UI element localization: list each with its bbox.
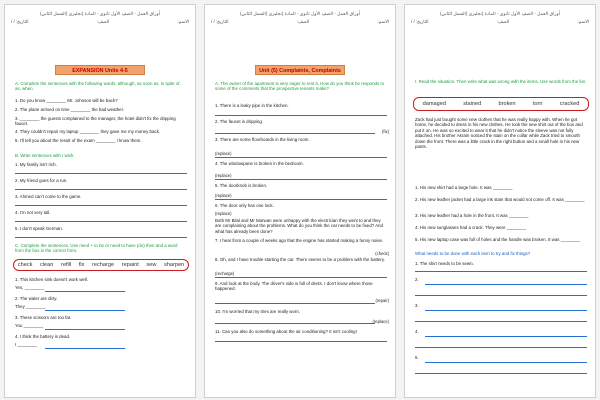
answer-line[interactable]: [45, 348, 125, 349]
item: 3.: [415, 303, 419, 308]
page-header: أوراق العمل - الصف الأول ثانوي - المادة إنجليزي (الفصل الثاني): [439, 11, 561, 16]
answer-line[interactable]: [215, 199, 387, 200]
header-fields: الاسم: الصف: التاريخ: / /: [211, 19, 389, 24]
item: 1. The shirt needs to be sewn.: [415, 261, 474, 266]
c-item: 2. The water are dirty.: [15, 296, 58, 301]
b-item: 2. My friend goes for a run.: [15, 178, 68, 183]
c-item: You ________: [15, 323, 44, 328]
margin-word: (replace): [215, 151, 232, 156]
page-header: أوراق العمل - الصف الأول ثانوي - المادة إنجليزي (الفصل الثاني): [239, 11, 361, 16]
answer-line[interactable]: [215, 303, 375, 304]
section-a-instruction: A. The owner of the apartment is very eager to rent it. How do you think he responds to some of the comments that the prospective tenants make?: [215, 81, 385, 92]
a-item: 1. Do you know ________ Mr. Johnson will be back?: [15, 98, 118, 103]
c-item: They ________: [15, 304, 46, 309]
margin-word: (recharge): [215, 271, 235, 276]
answer-line[interactable]: [215, 277, 387, 278]
answer-line[interactable]: [215, 157, 387, 158]
worksheet-page-3: [404, 4, 596, 398]
word-box: damaged stained broken torn cracked: [413, 97, 589, 111]
page-header: أوراق العمل - الصف الأول ثانوي - المادة إنجليزي (الفصل الثاني): [39, 11, 161, 16]
paragraph: Zack had just bought some new clothes that he was really happy with. When he got home, he decided to dress in his new clothes. He took the new shirt out of the box and put it on. He was so excited to wear it that he didn't notice the sleeve was not fully attached. His brother Akram noticed the stain on the collar while Zack tried to smooth down the front. There was a little crack in the right button and a small hole in his new pants.: [415, 117, 583, 150]
answer-line[interactable]: [215, 133, 375, 134]
item: 9. And look at the body. The driver's side is full of dents. I don't know where those happened.: [215, 281, 373, 292]
b-item: 5. I don't speak German.: [15, 226, 63, 231]
answer-line[interactable]: [425, 310, 587, 311]
a-item: 4. They couldn't repair my laptop ________ they gave me my money back.: [15, 129, 160, 134]
section-instruction: What needs to be done with each item to try and fix things?: [415, 251, 531, 256]
a-item: 2. The plane arrived on time ________ the bad weather.: [15, 107, 125, 112]
margin-word: (replace): [215, 173, 232, 178]
section-b-instruction: B. Write sentences with I wish.: [15, 153, 75, 158]
margin-word: (replace): [215, 211, 232, 216]
item: 5.: [415, 355, 419, 360]
answer-line[interactable]: [415, 347, 587, 348]
header-fields: الاسم: الصف: التاريخ: / /: [411, 19, 589, 24]
answer-line[interactable]: [15, 221, 187, 222]
paragraph: Both Mr Bilal and Mr Marwan were unhappy with the electrician they went to and they are complaining about the problems. What do you think the car needs to be fixed? And what has already been done?: [215, 218, 383, 234]
b-item: 1. My family isn't rich.: [15, 162, 57, 167]
answer-line[interactable]: [15, 189, 187, 190]
b-item: 3. Ahmed can't come to the game.: [15, 194, 82, 199]
item: 4. The windowpane is broken in the bedroom.: [215, 161, 304, 166]
item: 3. There are some floorboards in the living room.: [215, 137, 310, 142]
answer-line[interactable]: [415, 295, 587, 296]
answer-line[interactable]: [415, 373, 587, 374]
c-item: 3. These scissors are too fat.: [15, 315, 72, 320]
c-item: 4. I think the battery is dead.: [15, 334, 71, 339]
answer-line[interactable]: [215, 115, 387, 116]
item: 5. His new laptop case was full of holes and the handle was broken. It was ________: [415, 237, 581, 242]
answer-line[interactable]: [425, 362, 587, 363]
item: 8. Oh, and I have trouble starting the car. There seems to be a problem with the battery.: [215, 257, 385, 262]
b-item: 4. I'm not very tall.: [15, 210, 51, 215]
item: 4. His new sunglasses had a crack. They were ________: [415, 225, 527, 230]
worksheet-page-2: [204, 4, 396, 398]
page-banner: EXPANSION Units 4-5: [55, 65, 145, 75]
section-a-instruction: A. Complete the sentences with the following words: although, as soon as, in spite of, as, when.: [15, 81, 181, 92]
answer-line[interactable]: [425, 284, 587, 285]
item: 2.: [415, 277, 419, 282]
answer-line[interactable]: [415, 321, 587, 322]
c-item: Yes, ________: [15, 285, 45, 290]
item: 1. There is a leaky pipe in the kitchen.: [215, 103, 289, 108]
page-banner: Unit (5) Complaints, Complaints: [255, 65, 345, 75]
margin-word: (check): [375, 251, 389, 256]
item: 10. I'm worried that my tires are really worn.: [215, 309, 301, 314]
c-item: I ________: [15, 342, 37, 347]
header-fields: الاسم: الصف: التاريخ: / /: [11, 19, 189, 24]
answer-line[interactable]: [215, 341, 387, 342]
answer-line[interactable]: [425, 336, 587, 337]
answer-line[interactable]: [15, 173, 187, 174]
item: 11. Can you also do something about the air conditioning? It isn't cooling!: [215, 329, 357, 334]
margin-word: (replace): [372, 319, 389, 324]
answer-line[interactable]: [215, 323, 375, 324]
item: 6. The door only has one lock.: [215, 203, 274, 208]
margin-word: (repair): [375, 298, 389, 303]
item: 7. I hear from a couple of weeks ago that the engine has started making a funny noise.: [215, 238, 384, 243]
item: 5. The doorknob is broken.: [215, 183, 268, 188]
margin-word: (replace): [215, 193, 232, 198]
item: 2. The faucet is dripping.: [215, 119, 264, 124]
worksheet-page-1: [4, 4, 196, 398]
a-item: 3. ________ the guests complained to the manager, the hotel didn't fix the dripping faucet.: [15, 116, 176, 127]
answer-line[interactable]: [215, 179, 387, 180]
answer-line[interactable]: [15, 205, 187, 206]
item: 4.: [415, 329, 419, 334]
answer-line[interactable]: [45, 329, 125, 330]
item: 3. His new leather had a hole in the front. It was ________: [415, 213, 529, 218]
margin-word: (fix): [382, 129, 389, 134]
section-instruction: I. Read the situation. Then write what was wrong with the items. Use words from the list.: [415, 79, 586, 84]
a-item: 5. I'll tell you about the result of the exam ________ I know them.: [15, 138, 142, 143]
word-box: check clean refill fix recharge repaint sew sharpen: [13, 259, 189, 271]
item: 1. His new shirt had a large hole. It was ________: [415, 185, 513, 190]
section-c-instruction: C. Complete the sentences. Use need + to be or need to have (do) then and a word from the box in the correct form.: [15, 243, 178, 254]
answer-line[interactable]: [15, 237, 187, 238]
answer-line[interactable]: [415, 271, 587, 272]
answer-line[interactable]: [45, 310, 125, 311]
item: 2. His new leather jacket had a large ink stain that would not come off. It was ________: [415, 197, 585, 202]
answer-line[interactable]: [45, 291, 125, 292]
c-item: 1. This kitchen sink doesn't work well.: [15, 277, 88, 282]
